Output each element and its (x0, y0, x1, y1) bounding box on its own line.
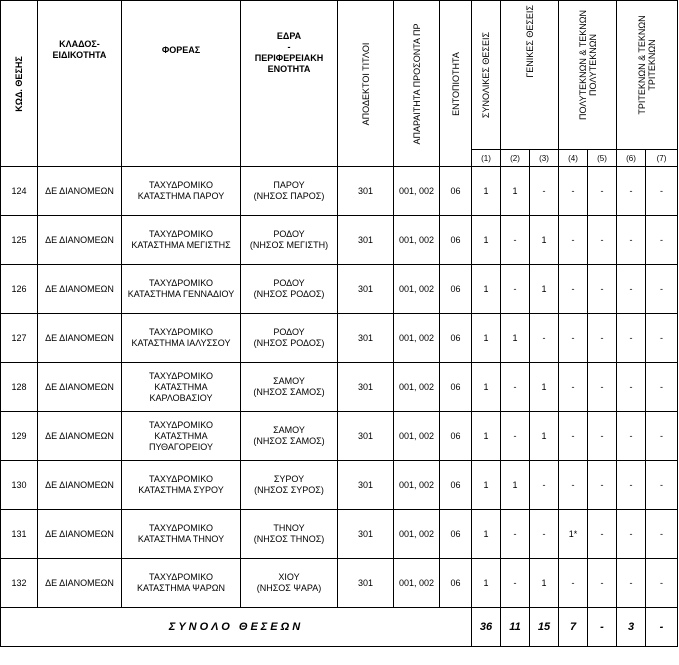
cell-code: 130 (1, 461, 38, 510)
cell-localization: 06 (440, 510, 472, 559)
cell-code: 131 (1, 510, 38, 559)
header-three-children: ΤΡΙΤΕΚΝΩΝ & ΤΕΚΝΩΝ ΤΡΙΤΕΚΝΩΝ (617, 1, 678, 150)
table-row (1, 363, 678, 412)
cell-large-family-a: 1* (559, 510, 588, 559)
cell-entity: ΤΑΧΥΔΡΟΜΙΚΟ ΚΑΤΑΣΤΗΜΑ ΓΕΝΝΑΔΙΟΥ (122, 265, 241, 314)
cell-three-children-a: - (617, 216, 646, 265)
cell-total: 1 (472, 265, 501, 314)
cell-three-children-b: - (646, 314, 678, 363)
cell-large-family-a: - (559, 363, 588, 412)
cell-title: 301 (338, 314, 394, 363)
cell-seat: ΣΑΜΟΥ (ΝΗΣΟΣ ΣΑΜΟΣ) (241, 363, 338, 412)
cell-entity: ΤΑΧΥΔΡΟΜΙΚΟ ΚΑΤΑΣΤΗΜΑ ΚΑΡΛΟΒΑΣΙΟΥ (122, 363, 241, 412)
cell-total: 1 (472, 412, 501, 461)
total-col-1: 36 (472, 608, 501, 647)
cell-large-family-a: - (559, 559, 588, 608)
cell-entity: ΤΑΧΥΔΡΟΜΙΚΟ ΚΑΤΑΣΤΗΜΑ ΣΥΡΟΥ (122, 461, 241, 510)
header-localization: ΕΝΤΟΠΙΟΤΗΤΑ (440, 1, 472, 167)
cell-large-family-a: - (559, 265, 588, 314)
cell-localization: 06 (440, 265, 472, 314)
cell-large-family-a: - (559, 314, 588, 363)
cell-large-family-a: - (559, 461, 588, 510)
header-entity: ΦΟΡΕΑΣ (122, 1, 241, 167)
cell-general-a: - (501, 412, 530, 461)
cell-general-b: - (530, 461, 559, 510)
cell-required: 001, 002 (394, 559, 440, 608)
total-col-7: - (646, 608, 678, 647)
cell-total: 1 (472, 461, 501, 510)
cell-general-b: 1 (530, 363, 559, 412)
cell-three-children-a: - (617, 167, 646, 216)
cell-general-a: 1 (501, 314, 530, 363)
cell-seat: ΡΟΔΟΥ (ΝΗΣΟΣ ΡΟΔΟΣ) (241, 314, 338, 363)
cell-three-children-b: - (646, 216, 678, 265)
cell-three-children-a: - (617, 461, 646, 510)
cell-localization: 06 (440, 412, 472, 461)
total-col-5: - (588, 608, 617, 647)
cell-general-b: - (530, 314, 559, 363)
cell-seat: ΠΑΡΟΥ (ΝΗΣΟΣ ΠΑΡΟΣ) (241, 167, 338, 216)
cell-seat: ΣΑΜΟΥ (ΝΗΣΟΣ ΣΑΜΟΣ) (241, 412, 338, 461)
cell-localization: 06 (440, 363, 472, 412)
cell-title: 301 (338, 216, 394, 265)
cell-large-family-b: - (588, 167, 617, 216)
cell-three-children-a: - (617, 265, 646, 314)
total-col-3: 15 (530, 608, 559, 647)
header-code: ΚΩΔ. ΘΕΣΗΣ (1, 1, 38, 167)
cell-title: 301 (338, 265, 394, 314)
cell-large-family-b: - (588, 265, 617, 314)
cell-entity: ΤΑΧΥΔΡΟΜΙΚΟ ΚΑΤΑΣΤΗΜΑ ΨΑΡΩΝ (122, 559, 241, 608)
cell-title: 301 (338, 461, 394, 510)
totals-label: ΣΥΝΟΛΟ ΘΕΣΕΩΝ (1, 608, 472, 647)
cell-code: 129 (1, 412, 38, 461)
header-required: ΑΠΑΡΑΙΤΗΤΑ ΠΡΟΣΟΝΤΑ ΠΡ (394, 1, 440, 167)
cell-required: 001, 002 (394, 167, 440, 216)
cell-general-a: - (501, 216, 530, 265)
cell-required: 001, 002 (394, 314, 440, 363)
cell-required: 001, 002 (394, 510, 440, 559)
cell-three-children-b: - (646, 412, 678, 461)
cell-branch: ΔΕ ΔΙΑΝΟΜΕΩΝ (38, 363, 122, 412)
table-row (1, 167, 678, 216)
cell-code: 126 (1, 265, 38, 314)
cell-three-children-b: - (646, 559, 678, 608)
cell-total: 1 (472, 510, 501, 559)
total-col-4: 7 (559, 608, 588, 647)
cell-localization: 06 (440, 559, 472, 608)
col-num-7: (7) (646, 150, 678, 167)
cell-branch: ΔΕ ΔΙΑΝΟΜΕΩΝ (38, 412, 122, 461)
cell-required: 001, 002 (394, 461, 440, 510)
cell-code: 125 (1, 216, 38, 265)
cell-code: 132 (1, 559, 38, 608)
cell-entity: ΤΑΧΥΔΡΟΜΙΚΟ ΚΑΤΑΣΤΗΜΑ ΠΥΘΑΓΟΡΕΙΟΥ (122, 412, 241, 461)
cell-localization: 06 (440, 461, 472, 510)
cell-three-children-a: - (617, 314, 646, 363)
cell-title: 301 (338, 167, 394, 216)
header-row (1, 1, 678, 150)
header-total-positions: ΣΥΝΟΛΙΚΕΣ ΘΕΣΕΙΣ (472, 1, 501, 150)
table-body (1, 167, 678, 608)
table-row (1, 559, 678, 608)
cell-branch: ΔΕ ΔΙΑΝΟΜΕΩΝ (38, 167, 122, 216)
cell-general-b: - (530, 167, 559, 216)
cell-title: 301 (338, 510, 394, 559)
cell-entity: ΤΑΧΥΔΡΟΜΙΚΟ ΚΑΤΑΣΤΗΜΑ ΙΑΛΥΣΣΟΥ (122, 314, 241, 363)
cell-large-family-b: - (588, 363, 617, 412)
table-row (1, 510, 678, 559)
cell-general-b: 1 (530, 216, 559, 265)
cell-required: 001, 002 (394, 265, 440, 314)
col-num-3: (3) (530, 150, 559, 167)
cell-general-b: - (530, 510, 559, 559)
cell-large-family-b: - (588, 510, 617, 559)
cell-general-a: 1 (501, 167, 530, 216)
cell-localization: 06 (440, 314, 472, 363)
cell-large-family-a: - (559, 167, 588, 216)
cell-required: 001, 002 (394, 412, 440, 461)
cell-code: 124 (1, 167, 38, 216)
cell-branch: ΔΕ ΔΙΑΝΟΜΕΩΝ (38, 216, 122, 265)
header-branch: ΚΛΑΔΟΣ- ΕΙΔΙΚΟΤΗΤΑ (38, 1, 122, 167)
cell-large-family-b: - (588, 314, 617, 363)
cell-seat: ΤΗΝΟΥ (ΝΗΣΟΣ ΤΗΝΟΣ) (241, 510, 338, 559)
cell-three-children-a: - (617, 510, 646, 559)
cell-total: 1 (472, 314, 501, 363)
cell-branch: ΔΕ ΔΙΑΝΟΜΕΩΝ (38, 559, 122, 608)
table-row (1, 265, 678, 314)
cell-code: 127 (1, 314, 38, 363)
header-seat: ΕΔΡΑ - ΠΕΡΙΦΕΡΕΙΑΚΗ ΕΝΟΤΗΤΑ (241, 1, 338, 167)
cell-code: 128 (1, 363, 38, 412)
cell-large-family-b: - (588, 559, 617, 608)
total-col-2: 11 (501, 608, 530, 647)
cell-required: 001, 002 (394, 216, 440, 265)
cell-general-b: 1 (530, 265, 559, 314)
cell-seat: ΡΟΔΟΥ (ΝΗΣΟΣ ΜΕΓΙΣΤΗ) (241, 216, 338, 265)
cell-three-children-b: - (646, 265, 678, 314)
col-num-4: (4) (559, 150, 588, 167)
header-large-family: ΠΟΛΥΤΕΚΝΩΝ & ΤΕΚΝΩΝ ΠΟΛΥΤΕΚΝΩΝ (559, 1, 617, 150)
header-general-positions: ΓΕΝΙΚΕΣ ΘΕΣΕΙΣ (501, 1, 559, 150)
cell-branch: ΔΕ ΔΙΑΝΟΜΕΩΝ (38, 510, 122, 559)
cell-large-family-b: - (588, 461, 617, 510)
cell-seat: ΡΟΔΟΥ (ΝΗΣΟΣ ΡΟΔΟΣ) (241, 265, 338, 314)
cell-total: 1 (472, 216, 501, 265)
cell-three-children-b: - (646, 510, 678, 559)
cell-general-a: 1 (501, 461, 530, 510)
cell-branch: ΔΕ ΔΙΑΝΟΜΕΩΝ (38, 314, 122, 363)
cell-entity: ΤΑΧΥΔΡΟΜΙΚΟ ΚΑΤΑΣΤΗΜΑ ΠΑΡΟΥ (122, 167, 241, 216)
cell-three-children-a: - (617, 559, 646, 608)
cell-general-a: - (501, 559, 530, 608)
cell-general-a: - (501, 265, 530, 314)
cell-general-a: - (501, 363, 530, 412)
cell-title: 301 (338, 559, 394, 608)
table-row (1, 412, 678, 461)
cell-large-family-b: - (588, 412, 617, 461)
cell-total: 1 (472, 167, 501, 216)
cell-branch: ΔΕ ΔΙΑΝΟΜΕΩΝ (38, 461, 122, 510)
cell-total: 1 (472, 559, 501, 608)
header-title: ΑΠΟΔΕΚΤΟΙ ΤΙΤΛΟΙ (338, 1, 394, 167)
cell-localization: 06 (440, 167, 472, 216)
cell-three-children-a: - (617, 412, 646, 461)
col-num-6: (6) (617, 150, 646, 167)
col-num-2: (2) (501, 150, 530, 167)
table-row (1, 461, 678, 510)
cell-seat: ΣΥΡΟΥ (ΝΗΣΟΣ ΣΥΡΟΣ) (241, 461, 338, 510)
cell-title: 301 (338, 412, 394, 461)
totals-row (1, 608, 678, 647)
cell-entity: ΤΑΧΥΔΡΟΜΙΚΟ ΚΑΤΑΣΤΗΜΑ ΜΕΓΙΣΤΗΣ (122, 216, 241, 265)
cell-general-a: - (501, 510, 530, 559)
cell-required: 001, 002 (394, 363, 440, 412)
table-row (1, 314, 678, 363)
cell-localization: 06 (440, 216, 472, 265)
cell-seat: ΧΙΟΥ (ΝΗΣΟΣ ΨΑΡΑ) (241, 559, 338, 608)
cell-three-children-b: - (646, 167, 678, 216)
cell-three-children-a: - (617, 363, 646, 412)
cell-general-b: 1 (530, 412, 559, 461)
cell-large-family-b: - (588, 216, 617, 265)
cell-three-children-b: - (646, 363, 678, 412)
cell-general-b: 1 (530, 559, 559, 608)
cell-branch: ΔΕ ΔΙΑΝΟΜΕΩΝ (38, 265, 122, 314)
total-col-6: 3 (617, 608, 646, 647)
table-row (1, 216, 678, 265)
col-num-1: (1) (472, 150, 501, 167)
cell-three-children-b: - (646, 461, 678, 510)
cell-large-family-a: - (559, 216, 588, 265)
cell-large-family-a: - (559, 412, 588, 461)
col-num-5: (5) (588, 150, 617, 167)
cell-title: 301 (338, 363, 394, 412)
cell-entity: ΤΑΧΥΔΡΟΜΙΚΟ ΚΑΤΑΣΤΗΜΑ ΤΗΝΟΥ (122, 510, 241, 559)
cell-total: 1 (472, 363, 501, 412)
